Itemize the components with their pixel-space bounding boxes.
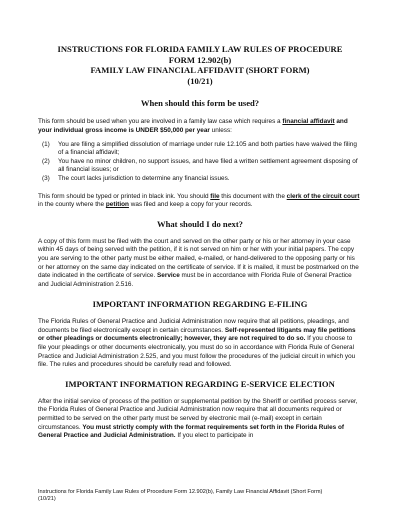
footer-line-1: Instructions for Florida Family Law Rules of Procedure Form 12.902(b), Family Law Financial Affidavit (Short Form) (38, 489, 323, 495)
section-heading-eservice: IMPORTANT INFORMATION REGARDING E-SERVICE ELECTION (65, 378, 335, 389)
list-item (38, 141, 362, 158)
footer-line-2: (10/21) (38, 496, 56, 503)
filing-text: this document with the (219, 192, 287, 200)
next-steps-paragraph (38, 238, 362, 290)
eservice-text: After the initial service of process of the petition or supplemental petition by the Sheriff or certified process server, the Florida Rules of General Practice and Judicial Administration now require that all documents required or permitted to be served on the other party must be served by electronic mail (e-mail) except in certain circumstances. (38, 397, 358, 431)
next-steps-text: must be in accordance with Florida Rule of General Practice and Judicial Administration 2.516. (38, 272, 352, 288)
list-item-text: You have no minor children, no support issues, and have filed a written settlement agreement disposing of all financial issues; or (58, 157, 358, 174)
eservice-bold-text: You must strictly comply with the format requirements set forth in the Florida Rules of General Practice and Judicial Administration. (38, 423, 344, 440)
conditions-list (38, 141, 362, 184)
eservice-text: If you elect to participate in (175, 432, 254, 440)
efiling-paragraph (38, 318, 362, 370)
next-steps-text: A copy of this form must be filed with the court and served on the other party or his or her attorney in your case within 45 days of being served with the petition, if it is not served on him or her with your initial papers. The copy you are serving to the other party must be either mailed, e-mailed, or hand-delivered to the opposing party or his or her attorney on the same day indicated on the certificate of service. If it is mailed, it must be postmarked on the date indicated in the certificate of service. (38, 237, 359, 280)
title-line-3: FAMILY LAW FINANCIAL AFFIDAVIT (SHORT FORM) (90, 65, 310, 76)
efiling-text: The Florida Rules of General Practice and Judicial Administration now require that all petitions, pleadings, and documents be filed electronically except in certain circumstances. (38, 318, 349, 334)
efiling-bold-text: Self-represented litigants may file petitions or other pleadings or documents electronically; however, they are not required to do so. (38, 326, 356, 343)
section-heading-next: What should I do next? (157, 218, 243, 229)
list-item-text: The court lacks jurisdiction to determine any financial issues. (58, 174, 230, 182)
service-term: Service (157, 272, 180, 280)
title-line-1: INSTRUCTIONS FOR FLORIDA FAMILY LAW RULES OF PROCEDURE (57, 44, 343, 54)
page-footer (38, 489, 362, 504)
intro-unless-text: unless: (209, 126, 232, 134)
intro-paragraph (38, 118, 362, 135)
title-line-2: FORM 12.902(b) (168, 54, 232, 65)
list-item-text: You are filing a simplified dissolution of marriage under rule 12.105 and both parties have waived the filing of a financial affidavit; (58, 140, 357, 157)
list-item-number: (1) (42, 140, 50, 148)
document-title (38, 44, 362, 86)
section-heading-when-used: When should this form be used? (140, 98, 260, 109)
list-item (38, 158, 362, 175)
filing-text: was filed and keep a copy for your records. (128, 201, 253, 209)
title-line-4: (10/21) (187, 75, 213, 86)
petition-link[interactable]: petition (105, 201, 129, 209)
section-heading-efiling: IMPORTANT INFORMATION REGARDING E-FILING (92, 299, 308, 310)
clerk-link[interactable]: clerk of the circuit court (286, 192, 360, 200)
filing-text: in the county where the (38, 201, 106, 209)
financial-affidavit-link[interactable]: financial affidavit (282, 118, 335, 126)
income-threshold-text: and your individual gross income is UNDER $50,000 per year (38, 118, 348, 134)
filing-paragraph (38, 193, 362, 210)
list-item-number: (2) (42, 157, 50, 165)
list-item-number: (3) (42, 174, 50, 182)
file-link[interactable]: file (210, 192, 220, 200)
efiling-text: If you choose to file your pleadings or other documents electronically, you must do so in accordance with Florida Rule of General Practice and Judicial Administration 2.525, and you must follow the procedures of the judicial circuit in which you file. The rules and procedures should be carefully read and followed. (38, 335, 356, 369)
eservice-paragraph (38, 398, 362, 441)
list-item (38, 175, 362, 184)
intro-text: This form should be used when you are involved in a family law case which requires a (38, 118, 283, 126)
filing-text: This form should be typed or printed in black ink. You should (38, 192, 211, 200)
